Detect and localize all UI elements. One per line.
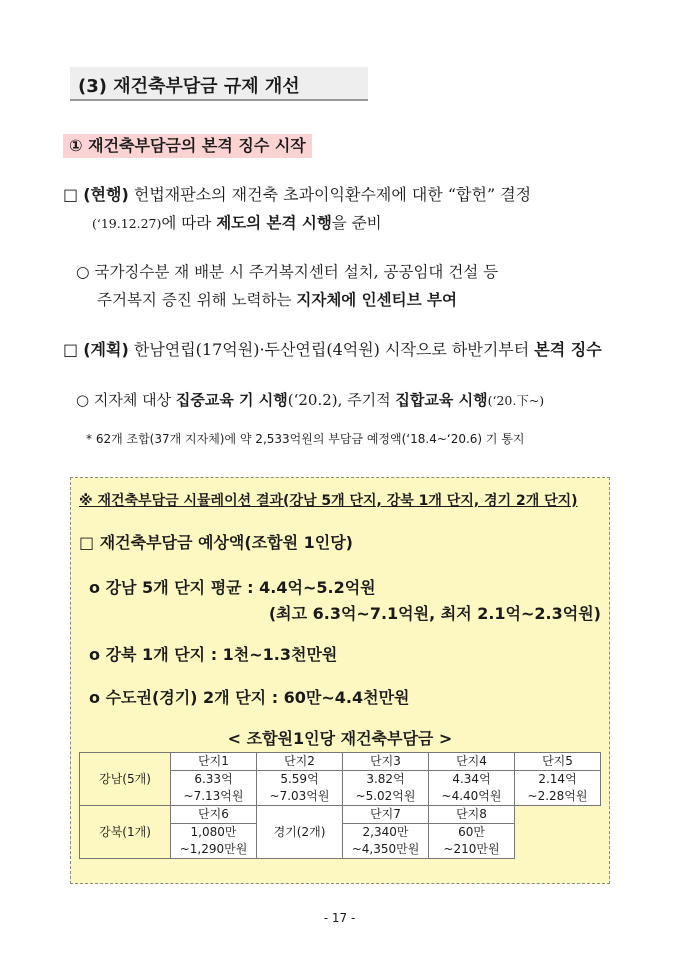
current-text2c: 을 준비 xyxy=(331,214,382,232)
gangnam-row-label: 강남(5개) xyxy=(80,753,171,806)
page-number: - 17 - xyxy=(323,911,356,925)
box-item-title-text: 재건축부담금 예상액(조합원 1인당) xyxy=(99,533,353,552)
simulation-box xyxy=(70,477,610,884)
circle-bullet-icon: ο xyxy=(89,688,100,707)
table-cell: ~7.13억원 xyxy=(171,788,257,806)
burden-table xyxy=(79,752,601,859)
metro-text: 수도권(경기) 2개 단지 : 60만~4.4천만원 xyxy=(105,688,410,707)
table-cell: ~1,290만원 xyxy=(171,841,257,859)
plan-sub-item xyxy=(76,389,544,412)
table-row xyxy=(80,753,601,771)
gangbuk-text: 강북 1개 단지 : 1천~1.3천만원 xyxy=(105,645,338,664)
plan-sub-text-a: 지자체 대상 xyxy=(93,391,176,409)
gangbuk-line xyxy=(89,642,337,665)
table-cell: 5.59억 xyxy=(257,771,343,789)
checkbox-bullet-icon: □ xyxy=(63,340,79,359)
table-cell: ~210만원 xyxy=(429,841,515,859)
table-header-cell: 단지8 xyxy=(429,806,515,824)
box-header: ※ 재건축부담금 시뮬레이션 결과(강남 5개 단지, 강북 1개 단지, 경기 2개 단지) xyxy=(79,493,578,509)
table-header-cell: 단지7 xyxy=(343,806,429,824)
current-text2a: 에 따라 xyxy=(161,214,217,232)
plan-sub-text-c: (‘20.2), 주기적 xyxy=(287,391,396,409)
circle-bullet-icon: ○ xyxy=(76,391,90,409)
current-sub-item xyxy=(76,261,498,283)
table-header-cell: 단지3 xyxy=(343,753,429,771)
table-cell: 4.34억 xyxy=(429,771,515,789)
checkbox-bullet-icon: □ xyxy=(79,533,95,552)
table-cell: 3.82억 xyxy=(343,771,429,789)
table-row xyxy=(80,806,601,824)
gangnam-detail: (최고 6.3억~7.1억원, 최저 2.1억~2.3억원) xyxy=(268,604,601,623)
circle-bullet-icon: ο xyxy=(89,578,100,597)
table-header-cell: 단지6 xyxy=(171,806,257,824)
table-cell: 2,340만 xyxy=(343,824,429,842)
table-title: < 조합원1인당 재건축부담금 > xyxy=(227,729,453,748)
table-cell: 6.33억 xyxy=(171,771,257,789)
subsection-title xyxy=(63,134,312,158)
table-cell: ~4.40억원 xyxy=(429,788,515,806)
current-paragraph-cont xyxy=(92,212,382,235)
table-header-cell: 단지4 xyxy=(429,753,515,771)
plan-paragraph xyxy=(63,339,602,361)
plan-label: (계획) xyxy=(83,340,129,359)
plan-note: * 62개 조합(37개 지자체)에 약 2,533억원의 부담금 예정액(‘18.4~‘20.6) 기 통지 xyxy=(86,432,525,446)
current-sub-item-cont xyxy=(97,289,457,311)
plan-text: 한남연립(17억원)·두산연립(4억원) 시작으로 하반기부터 xyxy=(133,340,535,359)
table-cell: ~5.02억원 xyxy=(343,788,429,806)
gangbuk-row-label: 강북(1개) xyxy=(80,806,171,859)
table-cell: 2.14억 xyxy=(515,771,601,789)
table-header-cell: 단지5 xyxy=(515,753,601,771)
circle-bullet-icon: ο xyxy=(89,645,100,664)
table-cell: 1,080만 xyxy=(171,824,257,842)
table-cell: 60만 xyxy=(429,824,515,842)
gangnam-text: 강남 5개 단지 평균 : 4.4억~5.2억원 xyxy=(105,578,376,597)
current-text: 헌법재판소의 재건축 초과이익환수제에 대한 “합헌” 결정 xyxy=(133,185,532,204)
current-date: (‘19.12.27) xyxy=(92,216,162,231)
plan-sub-text-e: (‘20.下~) xyxy=(487,393,545,408)
gangnam-line xyxy=(89,575,376,598)
section-title-text: (3) 재건축부담금 규제 개선 xyxy=(78,76,300,97)
table-cell: ~4,350만원 xyxy=(343,841,429,859)
table-header-cell: 단지1 xyxy=(171,753,257,771)
table-cell: ~7.03억원 xyxy=(257,788,343,806)
empty-cell xyxy=(515,806,601,859)
box-item-title xyxy=(79,530,353,553)
checkbox-bullet-icon: □ xyxy=(63,185,79,204)
current-paragraph xyxy=(63,184,531,206)
plan-sub-emphasis-2: 집합교육 시행 xyxy=(395,391,488,409)
table-cell: ~2.28억원 xyxy=(515,788,601,806)
table-header-cell: 단지2 xyxy=(257,753,343,771)
current-sub-text2a: 주거복지 증진 위해 노력하는 xyxy=(97,291,297,309)
circle-bullet-icon: ○ xyxy=(76,263,90,281)
gyeonggi-row-label: 경기(2개) xyxy=(257,806,343,859)
current-label: (현행) xyxy=(83,185,129,204)
metro-line xyxy=(89,685,410,708)
current-sub-text: 국가징수분 재 배분 시 주거복지센터 설치, 공공임대 건설 등 xyxy=(94,263,499,281)
current-emphasis: 제도의 본격 시행 xyxy=(216,214,332,232)
plan-sub-emphasis-1: 집중교육 기 시행 xyxy=(175,391,288,409)
section-title xyxy=(70,67,368,101)
current-sub-emphasis: 지자체에 인센티브 부여 xyxy=(296,291,457,309)
subsection-title-text: ① 재건축부담금의 본격 징수 시작 xyxy=(69,136,306,155)
plan-emphasis: 본격 징수 xyxy=(534,340,602,359)
